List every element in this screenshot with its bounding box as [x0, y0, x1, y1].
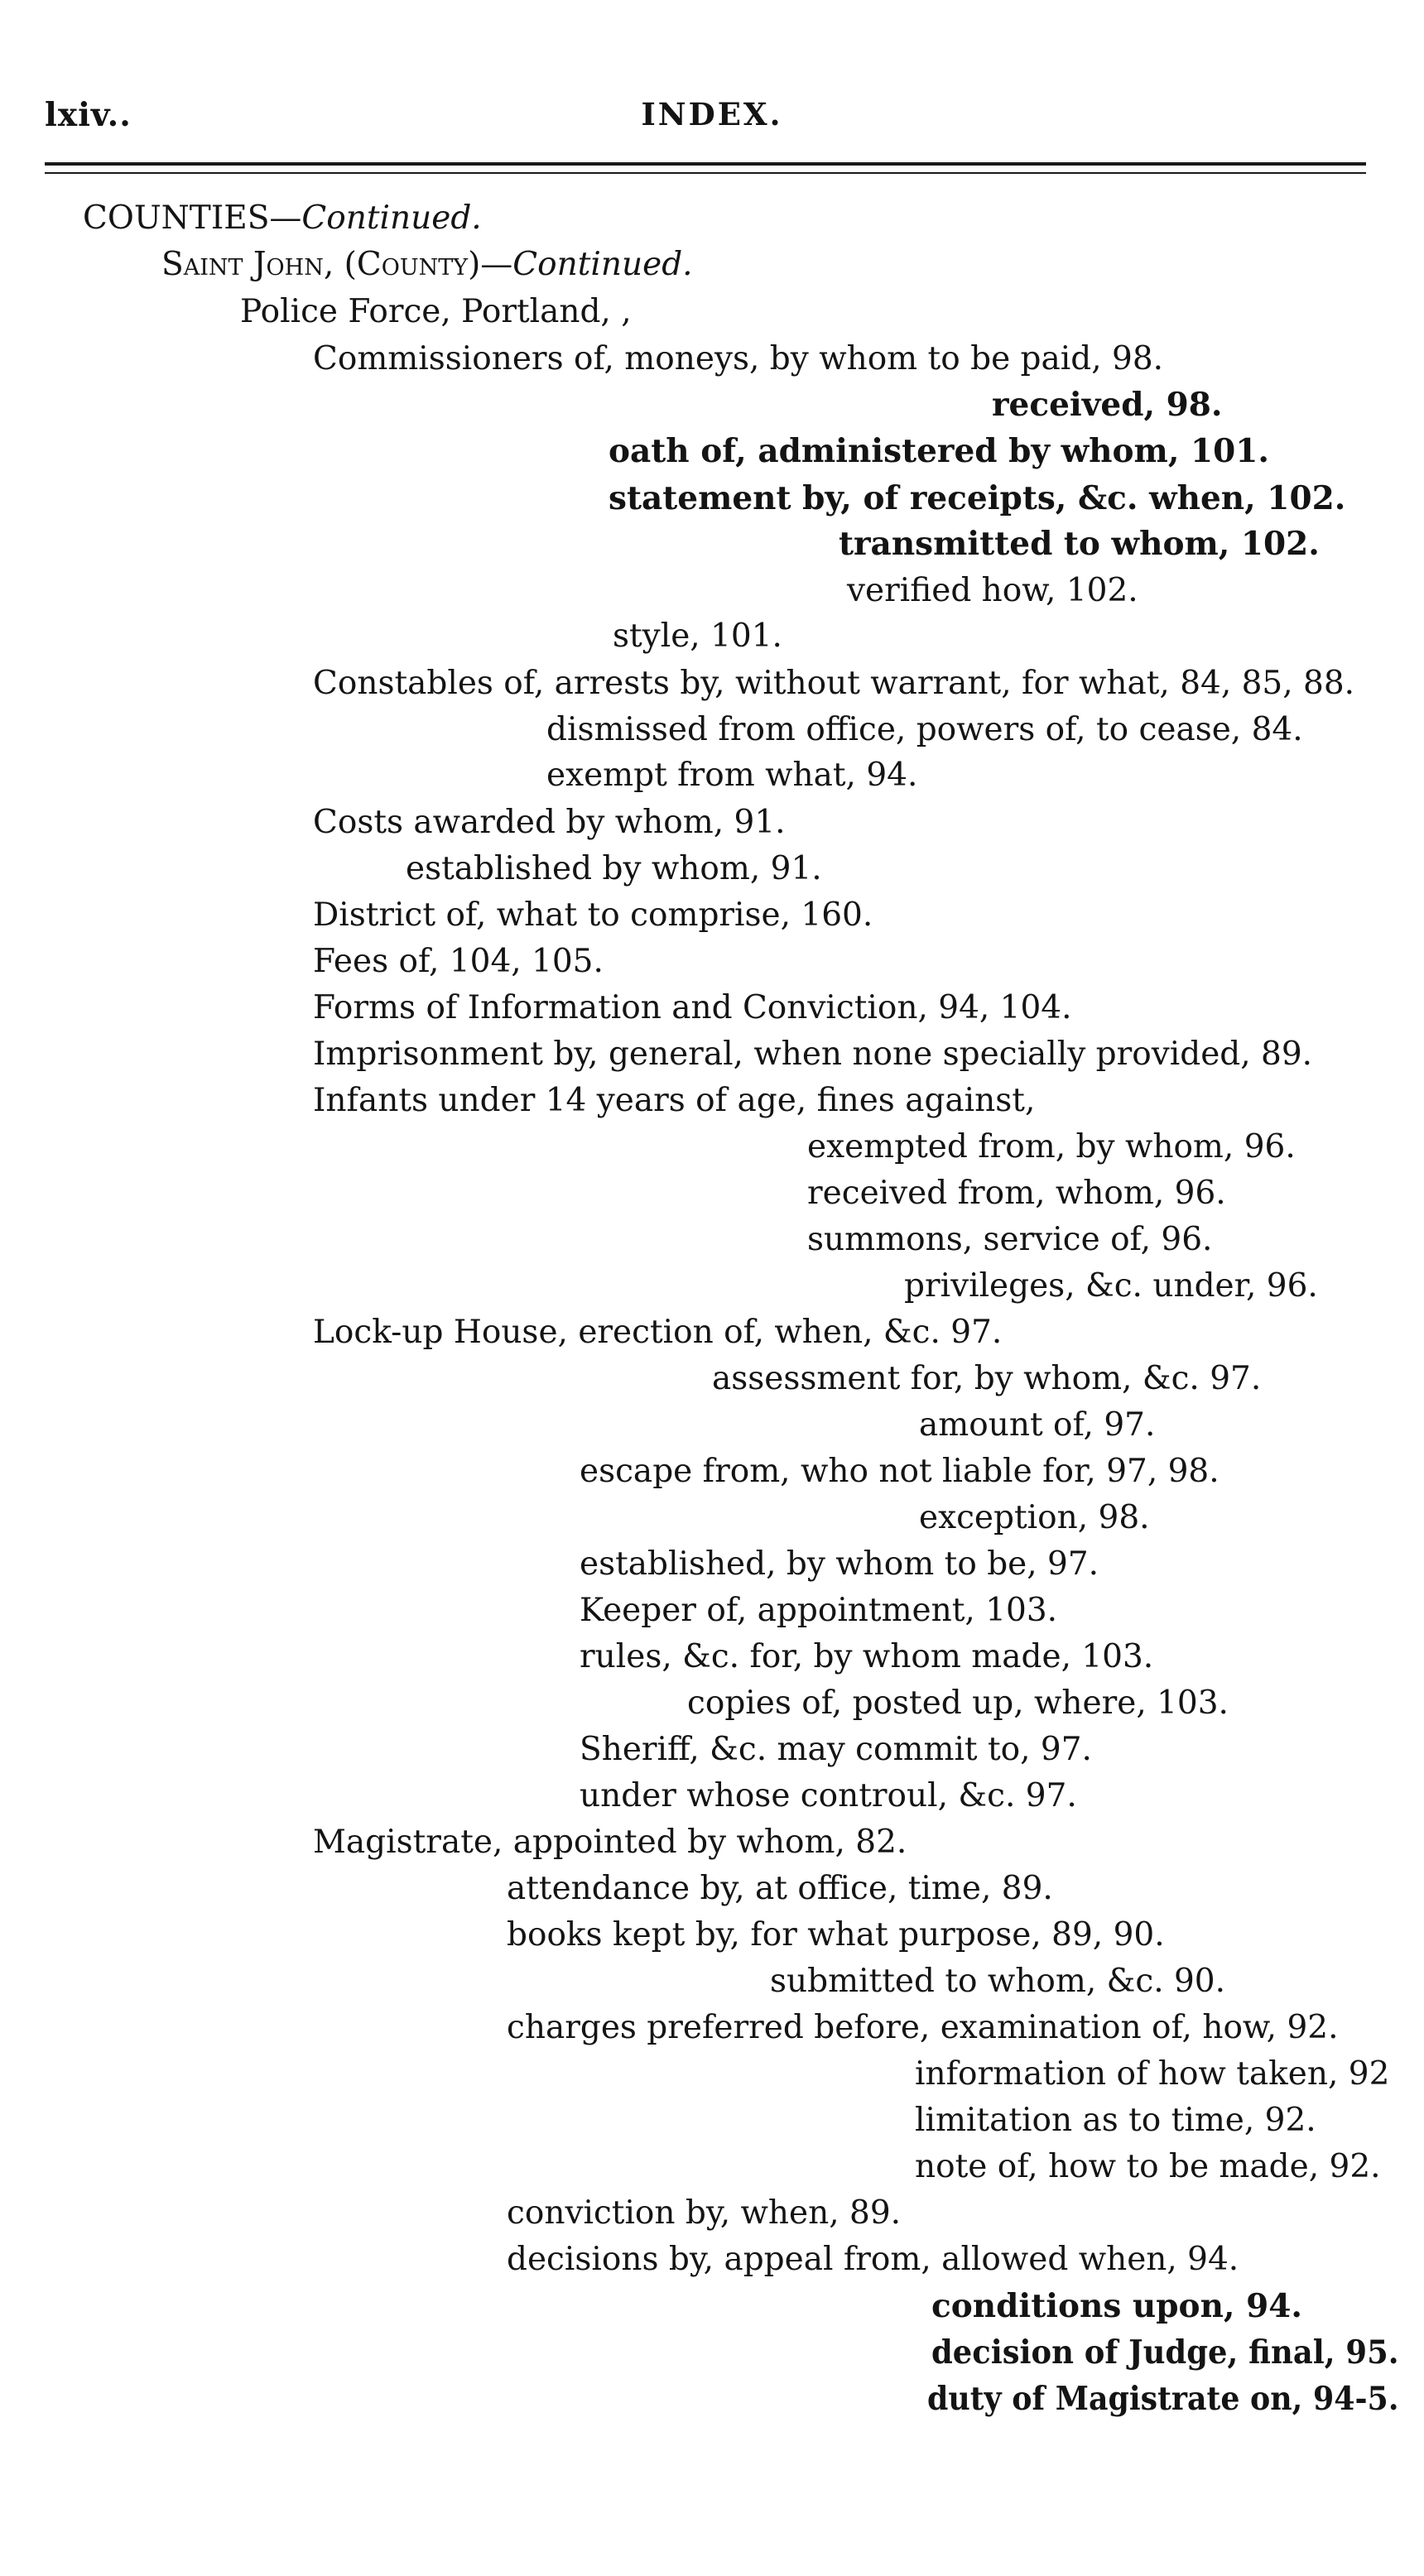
index-entry-text: statement by, of receipts, &c. when, 102.	[609, 479, 1346, 517]
index-entry	[161, 245, 693, 285]
index-entry	[931, 2286, 1302, 2326]
index-entry	[807, 1220, 1212, 1260]
index-entry-text: amount of, 97.	[919, 1406, 1156, 1444]
running-title: INDEX.	[641, 96, 783, 132]
index-entry-text: )—	[468, 246, 513, 283]
index-entry	[580, 1730, 1092, 1770]
index-entry-text: Saint John	[161, 246, 324, 283]
index-entry	[915, 2147, 1381, 2187]
index-entry	[507, 2194, 901, 2233]
index-entry	[546, 710, 1303, 750]
index-entry	[609, 431, 1269, 471]
index-entry-text: conditions upon, 94.	[931, 2287, 1302, 2325]
index-entry-text: decision of Judge, final, 95.	[931, 2333, 1399, 2372]
index-entry-text: Lock-up House, erection of, when, &c. 97.	[313, 1314, 1003, 1351]
index-entry	[927, 2379, 1398, 2419]
index-entry-text: Commissioners of, moneys, by whom to be paid, 98.	[313, 340, 1164, 377]
index-entry-text: established by whom, 91.	[406, 850, 822, 887]
index-entry-text: attendance by, at office, time, 89.	[507, 1870, 1053, 1907]
index-entry-text: Sheriff, &c. may commit to, 97.	[580, 1731, 1092, 1768]
index-entry-text: exempt from what, 94.	[546, 757, 918, 794]
index-entry	[580, 1545, 1099, 1584]
index-entry-text: Fees of, 104, 105.	[313, 943, 604, 980]
index-entry	[313, 1081, 1035, 1121]
index-entry-text: information of how taken, 92	[915, 2055, 1390, 2093]
index-entry-text: Continued.	[301, 199, 482, 237]
index-entry	[546, 756, 917, 795]
index-entry-text: Continued.	[512, 246, 693, 283]
index-entry-text: exempted from, by whom, 96.	[807, 1128, 1296, 1165]
index-entry-text: under whose controul, &c. 97.	[580, 1777, 1077, 1814]
index-entry-text: charges preferred before, examination of, how, 92.	[507, 2009, 1339, 2046]
index-entry	[313, 1035, 1312, 1074]
index-entry	[919, 1406, 1155, 1445]
index-entry-text: summons, service of, 96.	[807, 1221, 1213, 1258]
index-entry	[240, 292, 632, 332]
index-entry-text: established, by whom to be, 97.	[580, 1545, 1099, 1583]
index-entry	[406, 849, 822, 889]
index-entry	[609, 478, 1345, 518]
index-entry	[807, 1174, 1226, 1214]
index-entry	[313, 988, 1072, 1028]
index-entry	[313, 1823, 907, 1862]
index-entry-text: assessment for, by whom, &c. 97.	[712, 1360, 1262, 1397]
index-entry-text: Constables of, arrests by, without warrant, for what, 84, 85, 88.	[313, 665, 1355, 702]
index-entry-text: District of, what to comprise, 160.	[313, 896, 873, 934]
index-entry	[313, 664, 1354, 704]
index-entry-text: Costs awarded by whom, 91.	[313, 804, 786, 841]
index-entry-text: County	[356, 246, 469, 283]
index-entry-text: Police Force, Portland, ,	[240, 293, 632, 330]
index-entry	[507, 1869, 1053, 1909]
index-entry-text: books kept by, for what purpose, 89, 90.	[507, 1916, 1165, 1954]
index-entry	[931, 2333, 1399, 2372]
index-entry-text: Infants under 14 years of age, fines against,	[313, 1082, 1036, 1119]
index-entry	[613, 617, 782, 656]
index-entry-text: verified how, 102.	[847, 572, 1138, 609]
index-entry	[687, 1684, 1229, 1723]
index-entry	[313, 896, 873, 935]
index-entry	[507, 1915, 1165, 1955]
index-entry-text: oath of, administered by whom, 101.	[609, 432, 1269, 470]
index-entry	[839, 524, 1320, 564]
index-entry	[915, 2055, 1389, 2094]
index-entry	[712, 1359, 1261, 1399]
index-entry-text: exception, 98.	[919, 1499, 1150, 1536]
index-entry-text: conviction by, when, 89.	[507, 2194, 902, 2232]
index-entry-text: decisions by, appeal from, allowed when, 94.	[507, 2241, 1239, 2278]
index-entry	[847, 571, 1138, 611]
index-entry-text: Magistrate, appointed by whom, 82.	[313, 1824, 907, 1861]
index-entry	[770, 1962, 1225, 2002]
index-entry	[580, 1637, 1153, 1677]
index-entry-text: , (	[323, 246, 357, 283]
index-entry-text: Keeper of, appointment, 103.	[580, 1592, 1058, 1629]
index-entry	[580, 1776, 1077, 1816]
index-entry-text: COUNTIES—	[83, 199, 302, 237]
index-entry	[992, 385, 1222, 425]
index-entry	[919, 1498, 1150, 1538]
index-entry	[507, 2008, 1339, 2048]
index-entry-text: privileges, &c. under, 96.	[904, 1267, 1318, 1305]
index-entry-text: received, 98.	[992, 386, 1223, 424]
index-entry-text: submitted to whom, &c. 90.	[770, 1963, 1226, 2000]
index-entry-text: note of, how to be made, 92.	[915, 2148, 1381, 2185]
index-entry-text: duty of Magistrate on, 94-5.	[927, 2380, 1399, 2418]
index-entry	[580, 1591, 1057, 1631]
index-entry	[904, 1266, 1318, 1306]
index-entry	[915, 2101, 1316, 2141]
index-entry-text: received from, whom, 96.	[807, 1175, 1226, 1212]
index-entry-text: copies of, posted up, where, 103.	[687, 1684, 1229, 1722]
index-entry	[313, 339, 1163, 379]
page-number: lxiv..	[45, 96, 132, 134]
index-entry	[580, 1452, 1220, 1492]
index-entry-text: style, 101.	[613, 618, 782, 655]
index-entry-text: rules, &c. for, by whom made, 103.	[580, 1638, 1154, 1675]
index-entry	[313, 942, 604, 982]
index-entry	[313, 1313, 1002, 1353]
index-entry	[807, 1127, 1296, 1167]
index-entry-text: transmitted to whom, 102.	[839, 525, 1320, 563]
index-entry-text: escape from, who not liable for, 97, 98.	[580, 1453, 1220, 1490]
index-entry-text: dismissed from office, powers of, to cease, 84.	[546, 711, 1303, 748]
index-entry-text: Imprisonment by, general, when none specially provided, 89.	[313, 1036, 1313, 1073]
index-entry	[83, 199, 482, 238]
index-entry-text: limitation as to time, 92.	[915, 2102, 1316, 2139]
index-entry-text: Forms of Information and Conviction, 94, 104.	[313, 989, 1072, 1026]
index-entry	[507, 2240, 1239, 2280]
index-entry	[313, 803, 786, 843]
